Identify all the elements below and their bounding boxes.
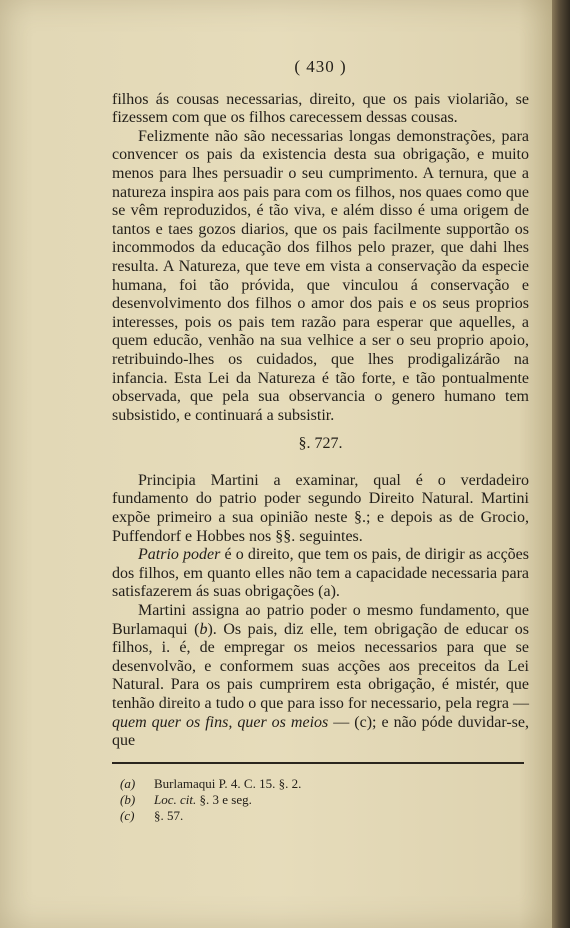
quote-maxim: quem quer os fins, quer os meios: [112, 713, 329, 731]
footnote-ref-b: b: [199, 620, 208, 638]
text-part-e: — (c); e não póde duvidar-se, que: [112, 713, 530, 750]
text-part-c: ). Os pais, diz elle, tem obrigação de educar os filhos, i. é, de empregar os meios necessarios para que se desenvolvão, e conformem suas acções aos preceitos da Lei Natural. Para os pais cumprirem esta obrigação, é mistér, que tenhão direito a tudo o que para isso for necessario, pela regra —: [112, 620, 529, 712]
footnote-mark: (c): [120, 808, 135, 823]
footnote-text: §. 3 e seg.: [196, 792, 252, 807]
footnote-mark: (a): [120, 776, 136, 791]
footnote-text: §. 57.: [154, 808, 184, 823]
text-part-a: Martini assigna ao patrio poder o mesmo fundamento, que Burlamaqui (: [112, 602, 529, 638]
definition-text: é o direito, que tem os pais, de dirigir as acções dos filhos, em quanto elles não tem a capacidade necessaria para satisfazerem ás suas obrigações (a).: [112, 546, 530, 601]
footnote-c: [120, 808, 500, 824]
paragraph-felizmente: Felizmente não são necessarias longas demonstrações, para convencer os pais da existencia desta sua obrigação, e muito menos para lhes persuadir o seu cumprimento. A ternura, que a natureza inspira aos pais para com os filhos, nos quaes como que se vêm reproduzidos, é tão viva, e além disso é uma origem de tantos e taes gozos diarios, que os pais facilmente supportão os incommodos da educação dos filhos pelo prazer, que dahi lhes resulta. A Natureza, que teve em vista a conservação da especie humana, foi tão próvida, que vinculou á conservação e desenvolvimento dos filhos o amor dos pais e os seus proprios interesses, pois os pais tem razão para esperar que aquelles, a quem educão, venhão na sua velhice a ser o seu proprio apoio, retribuindo-lhes os cuidados, que lhes prodigalizárão na infancia. Esta Lei da Natureza é tão forte, e tão pontualmente observada, que pela sua observancia o genero humano tem subsistido, e continuará a subsistir.: [112, 127, 529, 424]
footnote-rule: [112, 762, 524, 764]
footnotes: [120, 776, 500, 824]
paragraph-principia: Principia Martini a examinar, qual é o verdadeiro fundamento do patrio poder segundo Direito Natural. Martini expõe primeiro a sua opinião neste §.; e depois as de Grocio, Puffendorf e Hobbes nos §§. seguintes.: [112, 471, 529, 545]
footnote-b: [120, 792, 500, 808]
footnote-mark: (b): [120, 792, 136, 807]
page-edge: [552, 0, 570, 928]
footnote-italic-text: Loc. cit.: [154, 792, 197, 807]
paragraph-patrio-poder: [112, 546, 529, 602]
paragraph-martini-assigna: [112, 602, 529, 751]
footnote-text: Burlamaqui P. 4. C. 15. §. 2.: [154, 776, 302, 791]
page-number: ( 430 ): [294, 57, 347, 76]
page-body: [112, 58, 529, 751]
section-heading: §. 727.: [298, 435, 343, 453]
footnote-a: [120, 776, 500, 792]
term-patrio-poder: Patrio poder: [138, 546, 221, 564]
paragraph-continuation: filhos ás cousas necessarias, direito, que os pais violarião, se fizessem com que os filhos carecessem dessas cousas.: [112, 90, 529, 127]
